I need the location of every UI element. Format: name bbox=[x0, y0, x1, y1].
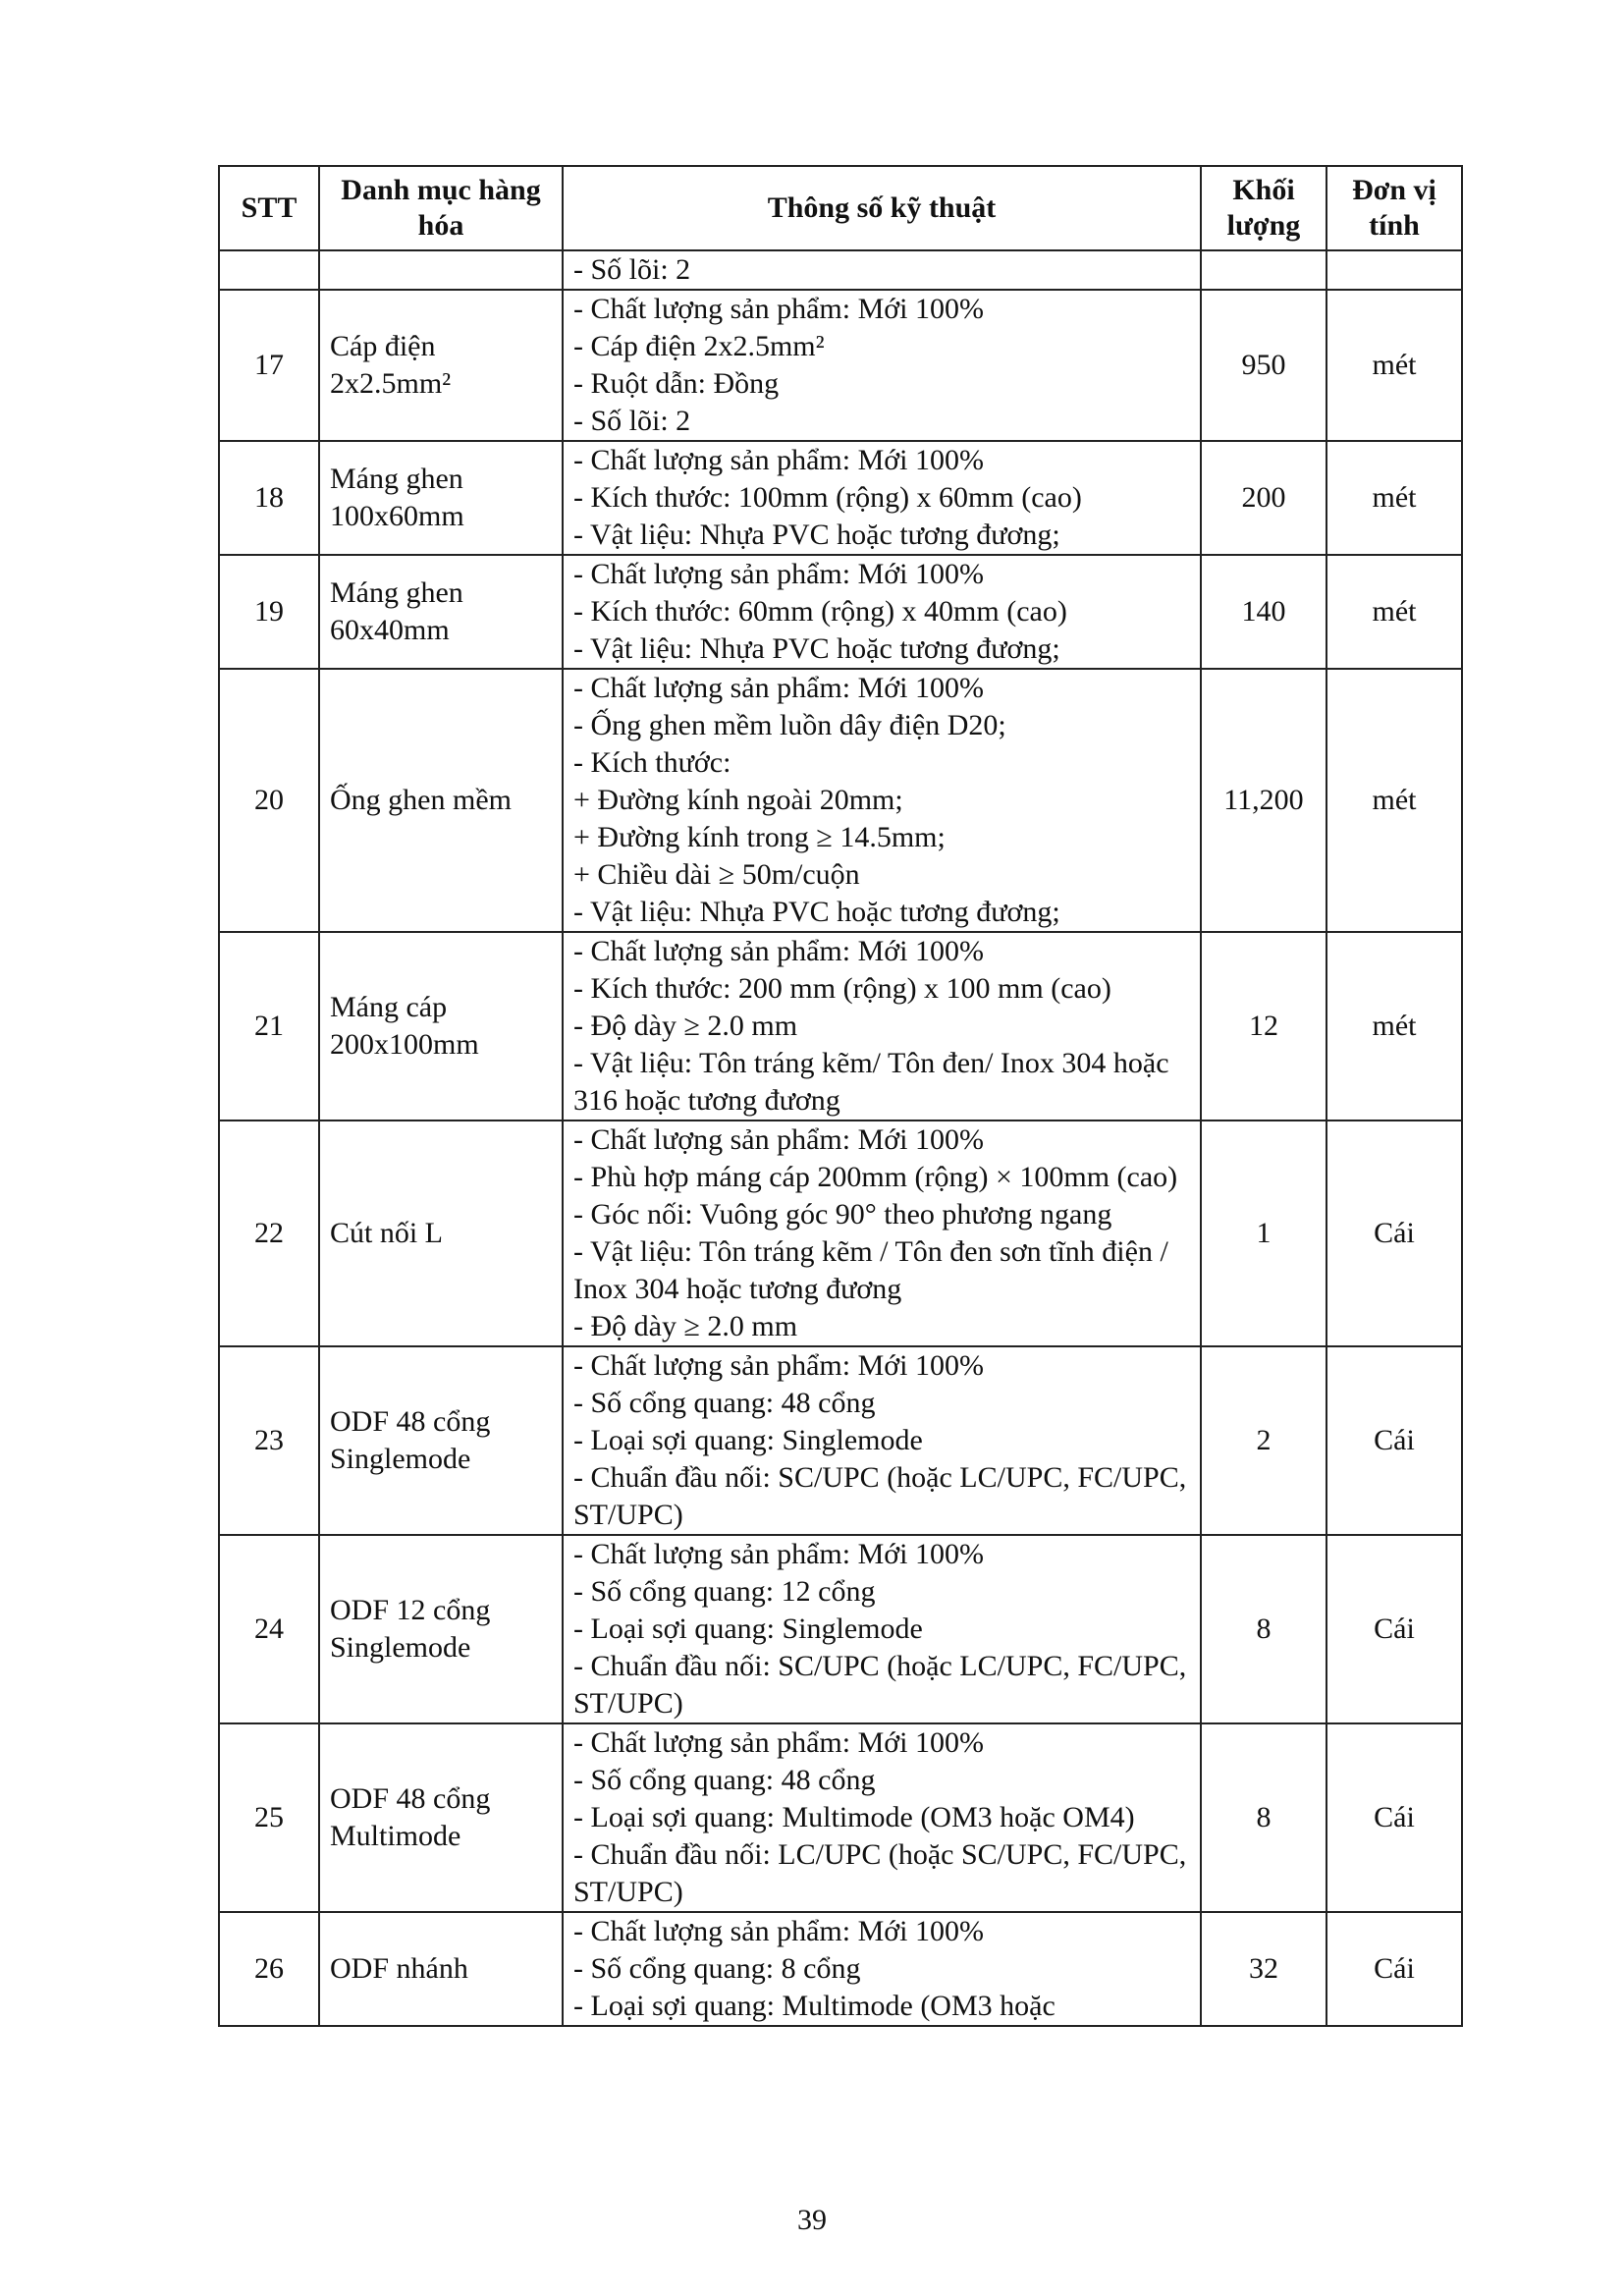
spec-line: - Phù hợp máng cáp 200mm (rộng) × 100mm (cao) bbox=[573, 1161, 1178, 1193]
spec-line: - Chất lượng sản phẩm: Mới 100% bbox=[573, 293, 984, 325]
row-stt: 22 bbox=[219, 1121, 319, 1346]
row-item-name: ODF nhánh bbox=[319, 1912, 563, 2026]
row-spec bbox=[563, 1723, 1201, 1912]
spec-line: - Chất lượng sản phẩm: Mới 100% bbox=[573, 935, 984, 967]
spec-line: - Chất lượng sản phẩm: Mới 100% bbox=[573, 444, 984, 476]
spec-line: - Số cổng quang: 48 cổng bbox=[573, 1387, 876, 1419]
table-row bbox=[219, 555, 1462, 669]
spec-line: - Chất lượng sản phẩm: Mới 100% bbox=[573, 1349, 984, 1382]
spec-line: - Loại sợi quang: Singlemode bbox=[573, 1424, 923, 1456]
spec-line: + Chiều dài ≥ 50m/cuộn bbox=[573, 858, 860, 891]
row-spec bbox=[563, 669, 1201, 932]
row-spec bbox=[563, 290, 1201, 441]
spec-line: - Vật liệu: Tôn tráng kẽm / Tôn đen sơn tĩnh điện / Inox 304 hoặc tương đương bbox=[573, 1235, 1168, 1305]
row-spec bbox=[563, 1912, 1201, 2026]
row-unit: mét bbox=[1326, 669, 1462, 932]
row-spec bbox=[563, 441, 1201, 555]
spec-line: - Vật liệu: Nhựa PVC hoặc tương đương; bbox=[573, 519, 1060, 551]
row-stt: 21 bbox=[219, 932, 319, 1121]
header-spec: Thông số kỹ thuật bbox=[563, 166, 1201, 250]
spec-line: - Chất lượng sản phẩm: Mới 100% bbox=[573, 1123, 984, 1156]
row-unit: Cái bbox=[1326, 1912, 1462, 2026]
spec-line: - Kích thước: 200 mm (rộng) x 100 mm (cao) bbox=[573, 972, 1111, 1005]
row-quantity: 12 bbox=[1201, 932, 1326, 1121]
row-unit: Cái bbox=[1326, 1535, 1462, 1723]
row-unit: Cái bbox=[1326, 1723, 1462, 1912]
row-stt: 25 bbox=[219, 1723, 319, 1912]
spec-line: - Độ dày ≥ 2.0 mm bbox=[573, 1010, 798, 1042]
table-row bbox=[219, 290, 1462, 441]
row-item-name: Máng cáp 200x100mm bbox=[319, 932, 563, 1121]
continuation-qty-cell bbox=[1201, 250, 1326, 290]
row-quantity: 2 bbox=[1201, 1346, 1326, 1535]
spec-line: - Vật liệu: Tôn tráng kẽm/ Tôn đen/ Inox 304 hoặc 316 hoặc tương đương bbox=[573, 1047, 1169, 1117]
table-row bbox=[219, 1346, 1462, 1535]
row-item-name: Máng ghen 100x60mm bbox=[319, 441, 563, 555]
row-unit: mét bbox=[1326, 441, 1462, 555]
spec-line: - Loại sợi quang: Multimode (OM3 hoặc OM4) bbox=[573, 1801, 1135, 1833]
spec-line: - Số lõi: 2 bbox=[573, 253, 691, 286]
table-row bbox=[219, 1535, 1462, 1723]
row-quantity: 32 bbox=[1201, 1912, 1326, 2026]
row-quantity: 8 bbox=[1201, 1723, 1326, 1912]
row-stt: 20 bbox=[219, 669, 319, 932]
spec-line: + Đường kính ngoài 20mm; bbox=[573, 784, 903, 816]
continuation-name-cell bbox=[319, 250, 563, 290]
row-spec bbox=[563, 1346, 1201, 1535]
row-unit: mét bbox=[1326, 555, 1462, 669]
spec-line: - Số cổng quang: 12 cổng bbox=[573, 1575, 876, 1608]
row-unit: mét bbox=[1326, 290, 1462, 441]
specification-table bbox=[218, 165, 1463, 2027]
table-row bbox=[219, 441, 1462, 555]
continuation-spec-cell bbox=[563, 250, 1201, 290]
row-spec bbox=[563, 555, 1201, 669]
row-item-name: ODF 48 cổng Multimode bbox=[319, 1723, 563, 1912]
table-row bbox=[219, 932, 1462, 1121]
row-item-name: ODF 48 cổng Singlemode bbox=[319, 1346, 563, 1535]
spec-line: - Kích thước: 100mm (rộng) x 60mm (cao) bbox=[573, 481, 1082, 514]
continuation-unit-cell bbox=[1326, 250, 1462, 290]
spec-line: - Chất lượng sản phẩm: Mới 100% bbox=[573, 1726, 984, 1759]
row-spec bbox=[563, 932, 1201, 1121]
spec-line: - Chất lượng sản phẩm: Mới 100% bbox=[573, 672, 984, 704]
row-unit: Cái bbox=[1326, 1121, 1462, 1346]
spec-line: - Số cổng quang: 48 cổng bbox=[573, 1764, 876, 1796]
spec-line: - Kích thước: bbox=[573, 746, 731, 779]
row-stt: 17 bbox=[219, 290, 319, 441]
row-item-name: ODF 12 cổng Singlemode bbox=[319, 1535, 563, 1723]
row-stt: 23 bbox=[219, 1346, 319, 1535]
spec-line: - Chuẩn đầu nối: SC/UPC (hoặc LC/UPC, FC/UPC, ST/UPC) bbox=[573, 1650, 1187, 1720]
spec-line: - Cáp điện 2x2.5mm² bbox=[573, 330, 825, 362]
table-row bbox=[219, 1121, 1462, 1346]
row-item-name: Máng ghen 60x40mm bbox=[319, 555, 563, 669]
spec-line: - Chuẩn đầu nối: SC/UPC (hoặc LC/UPC, FC/UPC, ST/UPC) bbox=[573, 1461, 1187, 1531]
spec-line: - Chất lượng sản phẩm: Mới 100% bbox=[573, 1915, 984, 1947]
row-item-name: Ống ghen mềm bbox=[319, 669, 563, 932]
header-stt: STT bbox=[219, 166, 319, 250]
spec-line: - Chuẩn đầu nối: LC/UPC (hoặc SC/UPC, FC/UPC, ST/UPC) bbox=[573, 1838, 1187, 1908]
spec-line: - Ruột dẫn: Đồng bbox=[573, 367, 780, 400]
row-item-name: Cáp điện 2x2.5mm² bbox=[319, 290, 563, 441]
row-spec bbox=[563, 1121, 1201, 1346]
spec-line: - Ống ghen mềm luồn dây điện D20; bbox=[573, 709, 1006, 741]
spec-line: - Loại sợi quang: Singlemode bbox=[573, 1613, 923, 1645]
row-quantity: 200 bbox=[1201, 441, 1326, 555]
header-item-name: Danh mục hàng hóa bbox=[319, 166, 563, 250]
row-unit: Cái bbox=[1326, 1346, 1462, 1535]
row-quantity: 950 bbox=[1201, 290, 1326, 441]
row-unit: mét bbox=[1326, 932, 1462, 1121]
table-row bbox=[219, 1723, 1462, 1912]
spec-line: - Chất lượng sản phẩm: Mới 100% bbox=[573, 558, 984, 590]
row-stt: 19 bbox=[219, 555, 319, 669]
row-quantity: 11,200 bbox=[1201, 669, 1326, 932]
table-row bbox=[219, 1912, 1462, 2026]
spec-line: - Loại sợi quang: Multimode (OM3 hoặc bbox=[573, 1990, 1056, 2022]
spec-line: - Vật liệu: Nhựa PVC hoặc tương đương; bbox=[573, 896, 1060, 928]
header-quantity: Khối lượng bbox=[1201, 166, 1326, 250]
table-row bbox=[219, 669, 1462, 932]
spec-line: - Vật liệu: Nhựa PVC hoặc tương đương; bbox=[573, 632, 1060, 665]
row-stt: 18 bbox=[219, 441, 319, 555]
spec-line: - Số lõi: 2 bbox=[573, 405, 691, 437]
row-stt: 24 bbox=[219, 1535, 319, 1723]
table-header-row bbox=[219, 166, 1462, 250]
row-stt: 26 bbox=[219, 1912, 319, 2026]
row-spec bbox=[563, 1535, 1201, 1723]
header-unit: Đơn vị tính bbox=[1326, 166, 1462, 250]
table-body bbox=[219, 250, 1462, 2026]
continuation-stt-cell bbox=[219, 250, 319, 290]
spec-line: - Độ dày ≥ 2.0 mm bbox=[573, 1310, 798, 1342]
spec-line: - Số cổng quang: 8 cổng bbox=[573, 1952, 861, 1985]
page-number: 39 bbox=[797, 2204, 827, 2236]
row-quantity: 1 bbox=[1201, 1121, 1326, 1346]
row-quantity: 140 bbox=[1201, 555, 1326, 669]
spec-line: + Đường kính trong ≥ 14.5mm; bbox=[573, 821, 946, 853]
row-quantity: 8 bbox=[1201, 1535, 1326, 1723]
spec-line: - Kích thước: 60mm (rộng) x 40mm (cao) bbox=[573, 595, 1067, 628]
spec-line: - Góc nối: Vuông góc 90° theo phương ngang bbox=[573, 1198, 1112, 1230]
continuation-row bbox=[219, 250, 1462, 290]
spec-line: - Chất lượng sản phẩm: Mới 100% bbox=[573, 1538, 984, 1570]
row-item-name: Cút nối L bbox=[319, 1121, 563, 1346]
